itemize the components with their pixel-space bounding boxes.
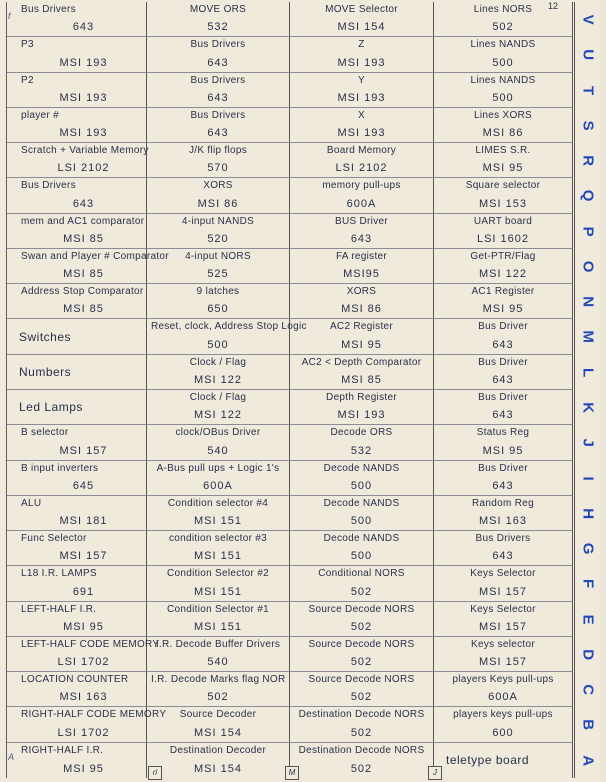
chip-part-number: MSI 193 xyxy=(59,127,108,140)
chip-label: I.R. Decode Marks flag NOR xyxy=(151,674,286,686)
chip-label: RIGHT-HALF I.R. xyxy=(21,744,104,756)
chip-label: Source Decode NORS xyxy=(308,674,415,686)
chip-label: ALU xyxy=(21,497,42,509)
chip-label: Lines XORS xyxy=(473,109,533,121)
chip-label: Bus Driver xyxy=(478,462,528,474)
chip-cell xyxy=(7,707,167,742)
chip-cell xyxy=(147,390,290,425)
chip-cell xyxy=(7,425,147,460)
chip-part-number: MSI 85 xyxy=(341,374,382,386)
chip-part-number: 532 xyxy=(350,444,373,457)
chip-cell xyxy=(290,178,434,213)
chip-label: Lines NANDS xyxy=(470,39,536,51)
chip-part-number: 500 xyxy=(350,550,373,563)
chip-part-number: MSI 122 xyxy=(194,409,242,422)
chip-part-number: MSI 157 xyxy=(479,656,527,669)
chip-label: LEFT-HALF I.R. xyxy=(21,603,97,615)
chip-part-number: 600A xyxy=(488,691,518,704)
row-letter: F xyxy=(579,579,597,589)
chip-cell xyxy=(434,390,573,425)
chip-label: clock/OBus Driver xyxy=(175,427,261,439)
chip-part-number: 502 xyxy=(350,656,373,669)
chip-label: Bus Driver xyxy=(478,321,528,333)
chip-part-number: LSI 1702 xyxy=(57,726,110,739)
chip-grid xyxy=(6,2,573,778)
chip-part-number: 502 xyxy=(350,585,373,598)
chip-part-number: MSI 163 xyxy=(59,691,108,704)
chip-cell xyxy=(147,496,290,531)
chip-label: B input inverters xyxy=(21,462,99,474)
row-marker: f xyxy=(8,11,11,21)
chip-part-number: MSI 157 xyxy=(59,550,108,563)
chip-cell xyxy=(290,355,434,390)
chip-label: Condition Selector #1 xyxy=(167,603,269,615)
chip-part-number: MSI 193 xyxy=(59,56,108,69)
chip-part-number: MSI 154 xyxy=(194,726,242,739)
chip-cell xyxy=(434,214,573,249)
chip-part-number: MSI 85 xyxy=(63,268,104,281)
chip-label: Square selector xyxy=(465,180,541,192)
row-letter: I xyxy=(579,476,597,481)
chip-label: Condition selector #4 xyxy=(167,497,269,509)
chip-cell xyxy=(147,178,290,213)
row-letter: K xyxy=(579,402,597,414)
chip-label: A-Bus pull ups + Logic 1's xyxy=(156,462,280,474)
chip-label: Keys Selector xyxy=(470,603,536,615)
chip-cell xyxy=(434,108,573,143)
chip-cell xyxy=(434,319,573,354)
chip-part-number: MSI 154 xyxy=(194,763,242,775)
chip-cell xyxy=(290,425,434,460)
column-tab: M xyxy=(285,766,299,780)
chip-cell xyxy=(147,284,290,319)
chip-part-number: MSI 157 xyxy=(59,444,108,457)
chip-cell xyxy=(7,2,147,37)
chip-cell xyxy=(434,602,573,637)
chip-part-number: LSI 2102 xyxy=(335,162,388,175)
chip-cell xyxy=(434,355,573,390)
chip-part-number: 525 xyxy=(207,268,229,281)
chip-cell xyxy=(7,461,147,496)
chip-cell xyxy=(147,461,290,496)
chip-label: mem and AC1 comparator xyxy=(21,215,145,227)
row-letter: O xyxy=(579,260,597,273)
chip-part-number: MSI 163 xyxy=(479,515,527,528)
chip-cell xyxy=(7,390,147,425)
chip-label: BUS Driver xyxy=(334,215,388,227)
chip-label: Condition Selector #2 xyxy=(167,568,269,580)
row-letter: J xyxy=(579,438,597,448)
chip-label: teletype board xyxy=(446,753,530,768)
chip-cell xyxy=(434,707,573,742)
chip-part-number: 650 xyxy=(207,303,229,316)
chip-label: FA register xyxy=(335,250,388,262)
chip-part-number: 500 xyxy=(207,338,229,351)
chip-label: L18 I.R. LAMPS xyxy=(21,568,97,580)
chip-label: Random Reg xyxy=(472,497,534,509)
page-number: 12 xyxy=(548,1,559,11)
chip-part-number: MSI 193 xyxy=(337,56,386,69)
chip-label: J/K flip flops xyxy=(188,145,248,157)
chip-label: Board Memory xyxy=(326,145,397,157)
chip-part-number: 540 xyxy=(207,444,229,457)
chip-label: Swan and Player # Comparator xyxy=(21,250,169,262)
chip-cell xyxy=(290,249,434,284)
chip-cell xyxy=(290,743,434,778)
chip-part-number: 643 xyxy=(492,550,514,563)
chip-label: Source Decoder xyxy=(179,709,257,721)
chip-label: Decode NANDS xyxy=(323,497,400,509)
chip-label: Get-PTR/Flag xyxy=(470,250,536,262)
chip-cell xyxy=(434,143,573,178)
chip-label: UART board xyxy=(473,215,533,227)
chip-part-number: MSI 157 xyxy=(479,585,527,598)
chip-part-number: 502 xyxy=(350,763,373,775)
chip-label: X xyxy=(358,109,365,121)
row-letter: R xyxy=(579,155,597,167)
chip-cell xyxy=(434,743,573,778)
column-tab: ri xyxy=(148,766,162,780)
chip-part-number: 645 xyxy=(72,479,95,492)
row-letter: H xyxy=(579,508,597,519)
row-letter: L xyxy=(579,367,597,377)
chip-label: Lines NORS xyxy=(473,4,533,15)
chip-label: Decode NANDS xyxy=(323,462,400,474)
chip-part-number: LSI 1602 xyxy=(476,232,530,245)
chip-label: Source Decode NORS xyxy=(308,638,415,650)
chip-part-number: MSI 86 xyxy=(197,197,239,210)
chip-part-number: 643 xyxy=(207,127,229,140)
column-tab: J xyxy=(428,766,442,780)
chip-cell xyxy=(147,108,290,143)
chip-cell xyxy=(290,108,434,143)
chip-part-number: 570 xyxy=(207,162,229,175)
chip-cell xyxy=(434,2,573,37)
chip-label: Keys Selector xyxy=(470,568,536,580)
chip-part-number: MSI 85 xyxy=(63,232,104,245)
row-marker: A xyxy=(8,751,15,762)
chip-part-number: LSI 2102 xyxy=(57,162,110,175)
chip-part-number: MSI 95 xyxy=(482,444,524,457)
chip-part-number: MSI 151 xyxy=(194,550,242,563)
chip-label: Decode NANDS xyxy=(323,533,400,545)
chip-cell xyxy=(290,2,434,37)
chip-label: XORS xyxy=(346,286,377,298)
chip-part-number: 532 xyxy=(207,21,229,34)
chip-cell xyxy=(147,566,290,601)
chip-label: Conditional NORS xyxy=(318,568,405,580)
chip-part-number: MSI 193 xyxy=(337,127,386,140)
chip-cell xyxy=(290,566,434,601)
chip-cell xyxy=(147,637,290,672)
chip-cell xyxy=(7,178,147,213)
chip-part-number: MSI 193 xyxy=(337,409,386,422)
chip-label: Address Stop Comparator xyxy=(21,286,144,298)
chip-label: I.R. Decode Buffer Drivers xyxy=(155,638,281,650)
chip-cell xyxy=(7,531,147,566)
chip-part-number: 600 xyxy=(492,726,514,739)
chip-part-number: 691 xyxy=(72,585,95,598)
chip-cell xyxy=(290,214,434,249)
chip-part-number: MSI95 xyxy=(343,268,380,281)
chip-label: AC2 < Depth Comparator xyxy=(301,356,422,368)
chip-cell xyxy=(7,743,147,778)
chip-label: memory pull-ups xyxy=(322,180,401,192)
chip-cell xyxy=(7,319,147,354)
chip-part-number: 500 xyxy=(350,479,373,492)
chip-label: Bus Drivers xyxy=(475,533,531,545)
chip-cell xyxy=(290,496,434,531)
chip-part-number: 520 xyxy=(207,232,229,245)
chip-label: Numbers xyxy=(19,364,72,379)
chip-part-number: MSI 181 xyxy=(59,515,108,528)
chip-cell xyxy=(290,73,434,108)
chip-part-number: 500 xyxy=(492,56,514,69)
row-letter-column xyxy=(574,2,601,778)
chip-cell xyxy=(147,2,290,37)
chip-label: Bus Driver xyxy=(478,392,528,403)
chip-cell xyxy=(147,602,290,637)
chip-part-number: 643 xyxy=(207,91,229,104)
chip-cell xyxy=(147,425,290,460)
chip-cell xyxy=(434,73,573,108)
chip-label: Destination Decode NORS xyxy=(298,744,425,756)
chip-cell xyxy=(147,249,290,284)
row-letter: G xyxy=(579,542,597,555)
row-letter: C xyxy=(579,684,597,696)
row-letter: B xyxy=(579,719,597,731)
row-letter: N xyxy=(579,296,597,308)
chip-cell xyxy=(7,602,147,637)
chip-label: Scratch + Variable Memory xyxy=(21,145,149,157)
chip-part-number: 540 xyxy=(207,656,229,669)
chip-part-number: 643 xyxy=(207,56,229,69)
chip-cell xyxy=(7,214,147,249)
chip-cell xyxy=(7,37,147,72)
chip-part-number: 502 xyxy=(350,691,373,704)
chip-cell xyxy=(147,37,290,72)
chip-label: Lines NANDS xyxy=(470,74,536,86)
chip-label: Bus Drivers xyxy=(190,39,246,51)
chip-part-number: 643 xyxy=(492,479,514,492)
chip-cell xyxy=(434,461,573,496)
chip-cell xyxy=(147,73,290,108)
chip-label: player # xyxy=(21,109,59,121)
chip-cell xyxy=(434,37,573,72)
chip-part-number: MSI 122 xyxy=(479,268,527,281)
chip-label: MOVE ORS xyxy=(189,4,247,15)
chip-label: Func Selector xyxy=(21,533,87,545)
chip-label: 4-input NORS xyxy=(185,250,251,262)
chip-label: AC1 Register xyxy=(471,286,535,298)
chip-part-number: 600A xyxy=(203,479,233,492)
chip-label: players Keys pull-ups xyxy=(452,674,554,686)
chip-label: Y xyxy=(358,74,365,86)
chip-part-number: MSI 86 xyxy=(341,303,382,316)
chip-label: 9 latches xyxy=(196,286,240,298)
chip-cell xyxy=(290,602,434,637)
chip-label: Status Reg xyxy=(476,427,530,439)
chip-part-number: MSI 193 xyxy=(59,91,108,104)
chip-cell xyxy=(434,531,573,566)
row-letter: V xyxy=(579,14,597,25)
chip-cell xyxy=(147,672,290,707)
chip-label: Switches xyxy=(19,329,72,344)
chip-label: players keys pull-ups xyxy=(453,709,553,721)
chip-part-number: 502 xyxy=(350,726,373,739)
chip-label: Bus Drivers xyxy=(190,109,246,121)
chip-part-number: 643 xyxy=(72,21,95,34)
chip-cell xyxy=(147,214,290,249)
chip-part-number: 643 xyxy=(72,197,95,210)
row-letter: P xyxy=(579,226,597,237)
chip-cell xyxy=(147,319,307,354)
chip-label: LOCATION COUNTER xyxy=(21,674,129,686)
chip-label: Reset, clock, Address Stop Logic xyxy=(151,321,307,333)
chip-part-number: MSI 95 xyxy=(63,763,104,775)
chip-cell xyxy=(7,566,147,601)
chip-cell xyxy=(290,672,434,707)
chip-part-number: 500 xyxy=(492,91,514,104)
chip-cell xyxy=(290,707,434,742)
chip-cell xyxy=(290,284,434,319)
chip-label: Bus Driver xyxy=(478,356,528,368)
chip-label: 4-input NANDS xyxy=(181,215,255,227)
chip-part-number: MSI 153 xyxy=(479,197,527,210)
chip-label: B selector xyxy=(21,427,69,439)
chip-part-number: MSI 95 xyxy=(482,162,524,175)
chip-cell xyxy=(434,496,573,531)
chip-cell xyxy=(7,73,147,108)
row-letter: U xyxy=(579,49,597,61)
chip-part-number: MSI 151 xyxy=(194,585,242,598)
chip-cell xyxy=(434,672,573,707)
chip-cell xyxy=(290,319,434,354)
chip-cell xyxy=(434,178,573,213)
chip-part-number: 502 xyxy=(350,620,373,633)
chip-label: Destination Decoder xyxy=(169,744,267,756)
chip-label: Led Lamps xyxy=(19,400,83,415)
chip-cell xyxy=(147,143,290,178)
chip-cell xyxy=(434,425,573,460)
chip-cell xyxy=(7,496,147,531)
chip-cell xyxy=(147,707,290,742)
chip-cell xyxy=(290,531,434,566)
chip-part-number: 643 xyxy=(492,374,514,386)
row-letter: M xyxy=(579,330,597,344)
chip-cell xyxy=(7,672,147,707)
chip-part-number: 643 xyxy=(350,232,373,245)
chip-label: Bus Drivers xyxy=(190,74,246,86)
row-letter: S xyxy=(579,120,597,131)
chip-cell xyxy=(147,355,290,390)
chip-cell xyxy=(290,461,434,496)
row-letter: D xyxy=(579,649,597,660)
chip-part-number: MSI 122 xyxy=(194,374,242,386)
chip-part-number: MSI 157 xyxy=(479,620,527,633)
chip-label: Z xyxy=(358,39,365,51)
row-letter: T xyxy=(579,85,597,95)
chip-cell xyxy=(434,566,573,601)
chip-label: AC2 Register xyxy=(329,321,394,333)
chip-label: LEFT-HALF CODE MEMORY xyxy=(21,638,160,650)
chip-part-number: MSI 193 xyxy=(337,91,386,104)
chip-label: Clock / Flag xyxy=(189,392,247,403)
chip-part-number: MSI 85 xyxy=(63,303,104,316)
chip-cell xyxy=(7,355,147,390)
chip-part-number: 643 xyxy=(492,338,514,351)
chip-cell xyxy=(7,637,160,672)
chip-cell xyxy=(147,743,290,778)
chip-cell xyxy=(7,284,147,319)
chip-part-number: 600A xyxy=(346,197,377,210)
chip-cell xyxy=(434,284,573,319)
chip-part-number: MSI 151 xyxy=(194,620,242,633)
row-letter: E xyxy=(579,614,597,625)
chip-label: condition selector #3 xyxy=(168,533,268,545)
chip-label: MOVE Selector xyxy=(325,4,398,15)
chip-label: Source Decode NORS xyxy=(308,603,415,615)
chip-label: XORS xyxy=(203,180,233,192)
chip-label: Bus Drivers xyxy=(21,4,76,15)
chip-cell xyxy=(7,249,169,284)
chip-label: Keys selector xyxy=(471,638,535,650)
chip-cell xyxy=(147,531,290,566)
chip-label: P3 xyxy=(21,39,34,51)
chip-part-number: MSI 151 xyxy=(194,515,242,528)
chip-label: Bus Drivers xyxy=(21,180,76,192)
chip-part-number: MSI 154 xyxy=(337,21,386,34)
chip-part-number: MSI 95 xyxy=(482,303,524,316)
row-letter: A xyxy=(579,754,597,766)
chip-label: P2 xyxy=(21,74,34,86)
chip-cell xyxy=(290,390,434,425)
chip-cell xyxy=(7,108,147,143)
chip-cell xyxy=(290,637,434,672)
chip-label: Clock / Flag xyxy=(189,356,247,368)
chip-part-number: 502 xyxy=(207,691,229,704)
chip-label: Depth Register xyxy=(326,392,397,403)
chip-cell xyxy=(290,37,434,72)
chip-part-number: 500 xyxy=(350,515,373,528)
chip-part-number: MSI 86 xyxy=(482,127,524,140)
chip-part-number: LSI 1702 xyxy=(57,656,110,669)
chip-label: LIMES S.R. xyxy=(475,145,531,157)
chip-part-number: MSI 95 xyxy=(341,338,382,351)
row-letter: Q xyxy=(579,190,597,202)
chip-cell xyxy=(290,143,434,178)
chip-part-number: 643 xyxy=(492,409,514,422)
chip-label: RIGHT-HALF CODE MEMORY xyxy=(21,709,167,721)
chip-label: Decode ORS xyxy=(330,427,393,439)
chip-cell xyxy=(434,249,573,284)
chip-cell xyxy=(434,637,573,672)
chip-part-number: MSI 95 xyxy=(63,620,104,633)
chip-part-number: 502 xyxy=(492,21,514,34)
chip-cell xyxy=(7,143,147,178)
chip-label: Destination Decode NORS xyxy=(298,709,425,721)
